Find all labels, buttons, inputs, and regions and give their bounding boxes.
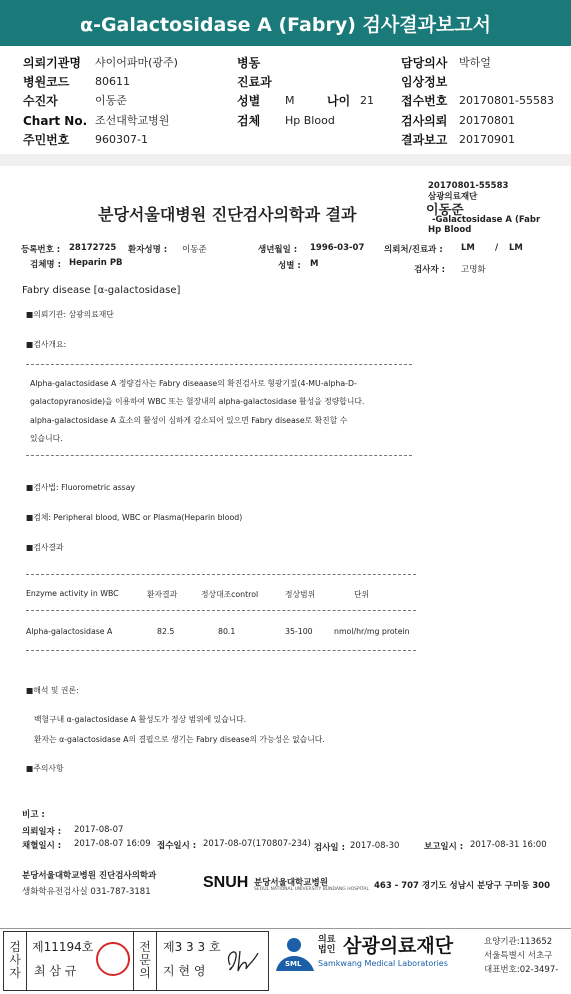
value-specimen-name: Heparin PB (69, 258, 123, 268)
snuh-logo: SNUH (203, 874, 249, 891)
tester-label: 검사자 (9, 940, 21, 980)
header-info (0, 46, 571, 154)
corner-patient-name: 이동준 (426, 203, 464, 218)
table-header-range: 정상범위 (285, 590, 316, 599)
table-header-patient: 환자결과 (147, 590, 178, 599)
label-requester: 의뢰기관명 (23, 56, 81, 70)
corner-specimen: Hp Blood (428, 225, 472, 235)
slash: / (495, 243, 499, 253)
label-reg-no: 등록번호 : (21, 245, 61, 255)
separator (0, 154, 571, 166)
address-partial: 서울특별시 서초구 (484, 951, 553, 961)
report-title: α-Galactosidase A (Fabry) 검사결과보고서 (80, 13, 491, 36)
corner-receipt-id: 20170801-55583 (428, 181, 509, 191)
label-test-date: 검사일 : (314, 843, 345, 853)
section-result: ■검사결과 (26, 543, 64, 552)
doc-title: 분당서울대병원 진단검사의학과 결과 (98, 205, 357, 224)
label-report-time: 보고일시 : (424, 842, 464, 852)
value-reg-no: 28172725 (69, 243, 117, 253)
specialist-license: 제3 3 3 호 (163, 940, 221, 954)
overview-line-4: 있습니다. (30, 434, 63, 443)
tester-license: 제11194호 (32, 940, 94, 954)
label-hospital-code: 병원코드 (23, 75, 70, 89)
label-receipt-no: 접수번호 (401, 94, 448, 108)
value-tester: 고명화 (461, 265, 486, 275)
sml-text: SML (285, 960, 302, 968)
label-doc-sex: 성별 : (278, 261, 301, 271)
red-seal-icon (96, 942, 130, 976)
test-subtitle: Fabry disease [α-galactosidase] (22, 285, 181, 296)
label-ward: 병동 (237, 56, 261, 70)
report-title-bar (0, 0, 571, 46)
table-header-enzyme: Enzyme activity in WBC (26, 589, 119, 598)
corner-org: 삼광의료재단 (428, 192, 478, 202)
label-result-report: 결과보고 (401, 133, 448, 147)
value-birth: 1996-03-07 (310, 243, 365, 253)
org-kind: 의료법인 (318, 935, 336, 955)
value-doctor: 박하얼 (459, 56, 491, 69)
value-req-dept: LM (461, 243, 475, 253)
value-doc-sex: M (310, 259, 319, 269)
section-requester: ■의뢰기관: 삼광의료재단 (26, 310, 114, 319)
value-result-report: 20170901 (459, 133, 515, 146)
section-overview: ■검사개요: (26, 340, 67, 349)
value-age: 21 (360, 94, 374, 107)
section-specimen: ■검체: Peripheral blood, WBC or Plasma(Heparin blood) (26, 513, 243, 522)
specialist-name: 지 현 영 (163, 964, 206, 978)
table-cell-control: 80.1 (218, 627, 236, 636)
value-receipt: 2017-08-07(170807-234) (203, 839, 311, 849)
value-receipt-no: 20170801-55583 (459, 94, 554, 107)
value-collection: 2017-08-07 16:09 (74, 839, 151, 849)
label-patient: 수진자 (23, 94, 58, 108)
corner-test-name: -Galactosidase A (Fabr (432, 215, 541, 225)
lab-contact: 생화학유전검사실 031-787-3181 (22, 887, 151, 897)
table-cell-patient: 82.5 (157, 627, 175, 636)
value-resident-no: 960307-1 (95, 133, 148, 146)
institution-code: 요양기관:113652 (484, 937, 553, 947)
org-english: Samkwang Medical Laboratories (318, 959, 448, 968)
specialist-label: 전문의 (139, 940, 151, 980)
label-requesting-dept: 의뢰처/진료과 : (384, 245, 443, 255)
value-specimen: Hp Blood (285, 114, 335, 127)
section-method: ■검사법: Fluorometric assay (26, 483, 136, 492)
hospital-address: 463 - 707 경기도 성남시 분당구 구미동 300 (374, 881, 551, 891)
divider (26, 574, 416, 575)
label-sex: 성별 (237, 94, 261, 108)
value-report-time: 2017-08-31 16:00 (470, 840, 547, 850)
label-remarks: 비고 : (22, 810, 45, 820)
section-interpretation: ■해석 및 권론: (26, 686, 79, 695)
label-test-request: 검사의뢰 (401, 114, 448, 128)
label-patient-name: 환자성명 : (128, 245, 168, 255)
table-cell-unit: nmol/hr/mg protein (334, 627, 410, 636)
value-chart-no: 조선대학교병원 (95, 114, 170, 127)
label-doctor: 담당의사 (401, 56, 448, 70)
phone-partial: 대표번호:02-3497- (484, 965, 559, 975)
tester-name: 최 삼 규 (34, 964, 77, 978)
label-specimen-name: 검체명 : (30, 260, 61, 270)
label-request-date: 의뢰일자 : (22, 827, 62, 837)
table-header-control: 정상대조control (201, 590, 259, 599)
org-name: 삼광의료재단 (343, 935, 454, 957)
value-hospital-code: 80611 (95, 75, 130, 88)
table-cell-enzyme: Alpha-galactosidase A (26, 627, 113, 636)
snuh-name: 분당서울대학교병원 (254, 878, 328, 888)
value-patient: 이동준 (95, 94, 127, 107)
value-sex: M (285, 94, 295, 107)
label-resident-no: 주민번호 (23, 133, 70, 147)
label-tester: 검사자 : (414, 265, 445, 275)
overview-line-1: Alpha-galactosidase A 정량검사는 Fabry diseaase의 확진검사로 형광기질(4-MU-alpha-D- (30, 379, 357, 388)
interpretation-line-2: 환자는 α-galactosidase A의 결핍으로 생기는 Fabry disease의 가능성은 없습니다. (34, 735, 325, 744)
value-req-dept-2: LM (509, 243, 523, 253)
overview-line-2: galactopyranoside)을 이용하여 WBC 또는 혈장내의 alpha-galactosidase 활성을 정량합니다. (30, 397, 365, 406)
signature-footer (0, 928, 571, 994)
divider (26, 650, 416, 651)
value-test-request: 20170801 (459, 114, 515, 127)
value-test-date: 2017-08-30 (350, 841, 400, 851)
dept-name: 분당서울대학교병원 진단검사의학과 (22, 871, 157, 881)
interpretation-line-1: 백혈구내 α-galactosidase A 활성도가 정상 범위에 있습니다. (34, 715, 247, 724)
overview-line-3: alpha-galactosidase A 효소의 활성이 심하게 감소되어 있으면 Fabry disease로 확진할 수 (30, 416, 348, 425)
divider (26, 455, 412, 456)
label-specimen: 검체 (237, 114, 261, 128)
label-department: 진료과 (237, 75, 272, 89)
label-collection: 채혈일시 : (22, 841, 62, 851)
divider (26, 364, 412, 365)
label-receipt: 접수일시 : (157, 841, 197, 851)
value-request-date: 2017-08-07 (74, 825, 124, 835)
table-header-unit: 단위 (354, 590, 370, 599)
table-cell-range: 35-100 (285, 627, 313, 636)
value-requester: 샤이어파마(광주) (95, 56, 178, 69)
divider (26, 610, 416, 611)
label-clinical-info: 임상정보 (401, 75, 448, 89)
scanned-report (0, 166, 571, 924)
label-birth: 생년월일 : (258, 245, 298, 255)
label-chart-no: Chart No. (23, 114, 88, 128)
signature-icon (222, 943, 262, 977)
sml-logo-icon (272, 933, 318, 975)
section-caution: ■주의사항 (26, 764, 64, 773)
snuh-subtitle: SEOUL NATIONAL UNIVERSITY BUNDANG HOSPITAL (254, 887, 370, 892)
value-patient-name: 이동준 (182, 245, 207, 255)
label-age: 나이 (327, 94, 351, 108)
